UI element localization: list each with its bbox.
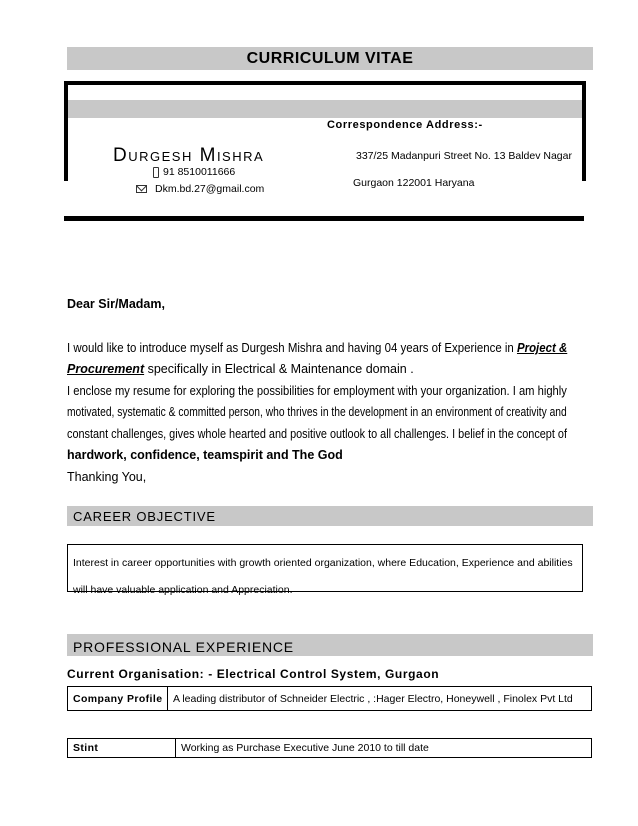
company-profile-row (67, 686, 592, 711)
career-objective-heading: CAREER OBJECTIVE (67, 506, 593, 526)
stint-label: Stint (68, 739, 176, 757)
stint-value: Working as Purchase Executive June 2010 to till date (181, 742, 429, 754)
header-bottom-rule (64, 216, 584, 221)
stint-row (67, 738, 592, 758)
header-gray-band (68, 100, 582, 118)
letter-line-5: constant challenges, gives whole hearted and positive outlook to all challenges. I belief in the concept of (67, 427, 567, 441)
header-left-border (64, 81, 68, 181)
letter-line-2-emphasis: Procurement (67, 362, 145, 376)
professional-experience-heading: PROFESSIONAL EXPERIENCE (67, 634, 593, 656)
letter-line-2 (67, 362, 414, 376)
letter-line-2-text: specifically in Electrical & Maintenance domain . (144, 362, 414, 376)
address-line-1: 337/25 Madanpuri Street No. 13 Baldev Nagar (356, 150, 572, 162)
letter-line-4: motivated, systematic & committed person, who thrives in the development in an environment of creativity and (67, 405, 567, 419)
correspondence-label: Correspondence Address:- (327, 119, 483, 131)
email-address[interactable]: Dkm.bd.27@gmail.com (155, 183, 265, 195)
email-row (136, 183, 264, 195)
header-top-border (64, 81, 586, 85)
career-objective-line-1: Interest in career opportunities with growth oriented organization, where Education, Experience and abilities (73, 557, 573, 569)
letter-line-6: hardwork, confidence, teamspirit and The God (67, 448, 343, 462)
greeting: Dear Sir/Madam, (67, 297, 165, 311)
letter-line-1-emphasis: Project & (516, 341, 568, 355)
candidate-name: Durgesh Mishra (113, 145, 265, 166)
career-objective-box (67, 544, 583, 596)
current-organisation: Current Organisation: - Electrical Control System, Gurgaon (67, 667, 440, 681)
cv-title: CURRICULUM VITAE (67, 47, 593, 70)
career-objective-line-2: will have valuable application and Appreciation. (73, 584, 293, 596)
letter-line-3: I enclose my resume for exploring the possibilities for employment with your organization. I am highly (67, 384, 567, 398)
phone-row (152, 166, 235, 178)
envelope-icon (136, 185, 147, 193)
phone-icon (152, 167, 159, 177)
header-right-border (582, 81, 586, 181)
company-profile-label: Company Profile (68, 687, 168, 710)
closing: Thanking You, (67, 470, 147, 484)
letter-line-1 (67, 341, 567, 355)
letter-line-1-text: I would like to introduce myself as Durgesh Mishra and having 04 years of Experience in (67, 341, 517, 355)
address-line-2: Gurgaon 122001 Haryana (353, 177, 475, 189)
phone-number: 91 8510011666 (163, 166, 236, 178)
company-profile-value: A leading distributor of Schneider Electric , :Hager Electro, Honeywell , Finolex Pvt Ltd (173, 692, 573, 705)
